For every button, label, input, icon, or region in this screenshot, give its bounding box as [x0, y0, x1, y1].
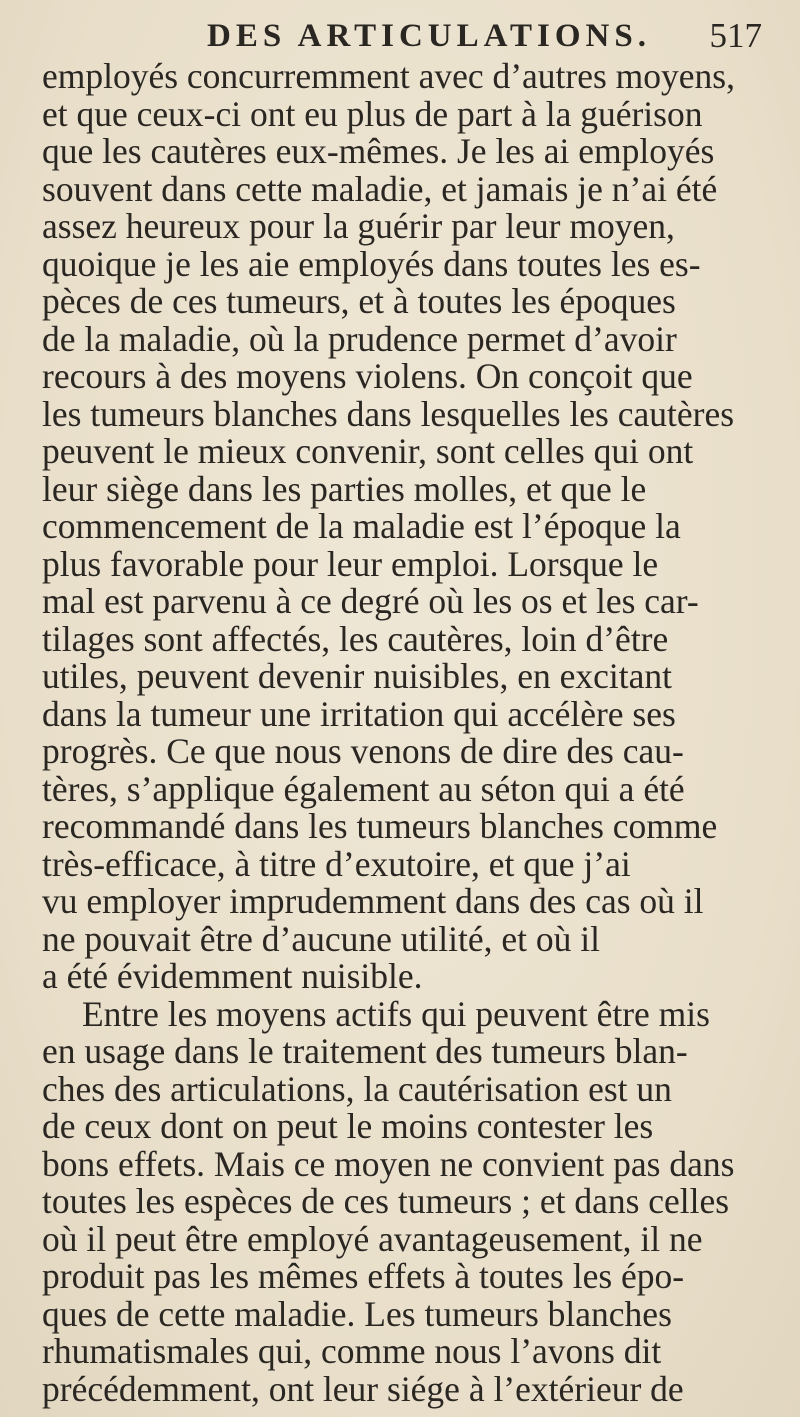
- text-line: tères, s’applique également au séton qui a été: [42, 768, 685, 809]
- text-line: de ceux dont on peut le moins contester les: [42, 1106, 654, 1146]
- text-line: leur siège dans les parties molles, et que le: [42, 468, 647, 509]
- book-page: [42, 14, 762, 1408]
- text-line: dans la tumeur une irritation qui accélère ses: [42, 693, 676, 734]
- text-line: peuvent le mieux convenir, sont celles qui ont: [42, 431, 694, 471]
- body-text: [42, 58, 762, 1408]
- text-line: souvent dans cette maladie, et jamais je n’ai été: [42, 168, 718, 209]
- text-line: bons effets. Mais ce moyen ne convient pas dans: [42, 1143, 735, 1184]
- paragraph: [42, 58, 762, 996]
- text-line: progrès. Ce que nous venons de dire des cau-: [42, 731, 684, 771]
- running-title: DES ARTICULATIONS.: [207, 18, 651, 54]
- text-line: pèces de ces tumeurs, et à toutes les époques: [42, 281, 676, 321]
- text-line: précédemment, ont leur siége à l’extérieur de: [42, 1368, 684, 1409]
- text-line: recommandé dans les tumeurs blanches comme: [42, 806, 718, 846]
- text-line: rhumatismales qui, comme nous l’avons dit: [42, 1331, 662, 1371]
- text-line: ne pouvait être d’aucune utilité, et où il: [42, 918, 600, 959]
- text-line: utiles, peuvent devenir nuisibles, en excitant: [42, 656, 672, 696]
- text-line: commencement de la maladie est l’époque la: [42, 506, 681, 546]
- text-line: recours à des moyens violens. On conçoit que: [42, 356, 693, 396]
- text-line: a été évidemment nuisible.: [42, 956, 423, 996]
- text-line: et que ceux-ci ont eu plus de part à la guérison: [42, 93, 703, 134]
- text-line: mal est parvenu à ce degré où les os et les car-: [42, 581, 699, 621]
- running-header: [42, 14, 762, 58]
- text-line: de la maladie, où la prudence permet d’avoir: [42, 318, 677, 359]
- text-line: les tumeurs blanches dans lesquelles les cautères: [42, 393, 735, 434]
- text-line: ches des articulations, la cautérisation est un: [42, 1068, 672, 1109]
- text-line: toutes les espèces de ces tumeurs ; et dans celles: [42, 1181, 730, 1221]
- text-line: Entre les moyens actifs qui peuvent être mis: [82, 993, 710, 1034]
- text-line: vu employer imprudemment dans des cas où il: [42, 881, 704, 921]
- text-line: assez heureux pour la guérir par leur moyen,: [42, 206, 675, 246]
- text-line: que les cautères eux-mêmes. Je les ai employés: [42, 131, 715, 171]
- paragraph: [42, 993, 762, 1409]
- text-line: quoique je les aie employés dans toutes les es-: [42, 243, 701, 284]
- text-line: en usage dans le traitement des tumeurs blan-: [42, 1031, 688, 1071]
- text-line: tilages sont affectés, les cautères, loin d’être: [42, 618, 669, 659]
- text-line: où il peut être employé avantageusement, il ne: [42, 1218, 703, 1259]
- text-line: produit pas les mêmes effets à toutes les épo-: [42, 1256, 685, 1296]
- text-line: très-efficace, à titre d’exutoire, et que j’ai: [42, 843, 631, 884]
- text-line: ques de cette maladie. Les tumeurs blanches: [42, 1293, 672, 1334]
- text-line: employés concurremment avec d’autres moyens,: [42, 56, 735, 96]
- text-line: plus favorable pour leur emploi. Lorsque le: [42, 543, 659, 584]
- page-number: 517: [709, 16, 762, 55]
